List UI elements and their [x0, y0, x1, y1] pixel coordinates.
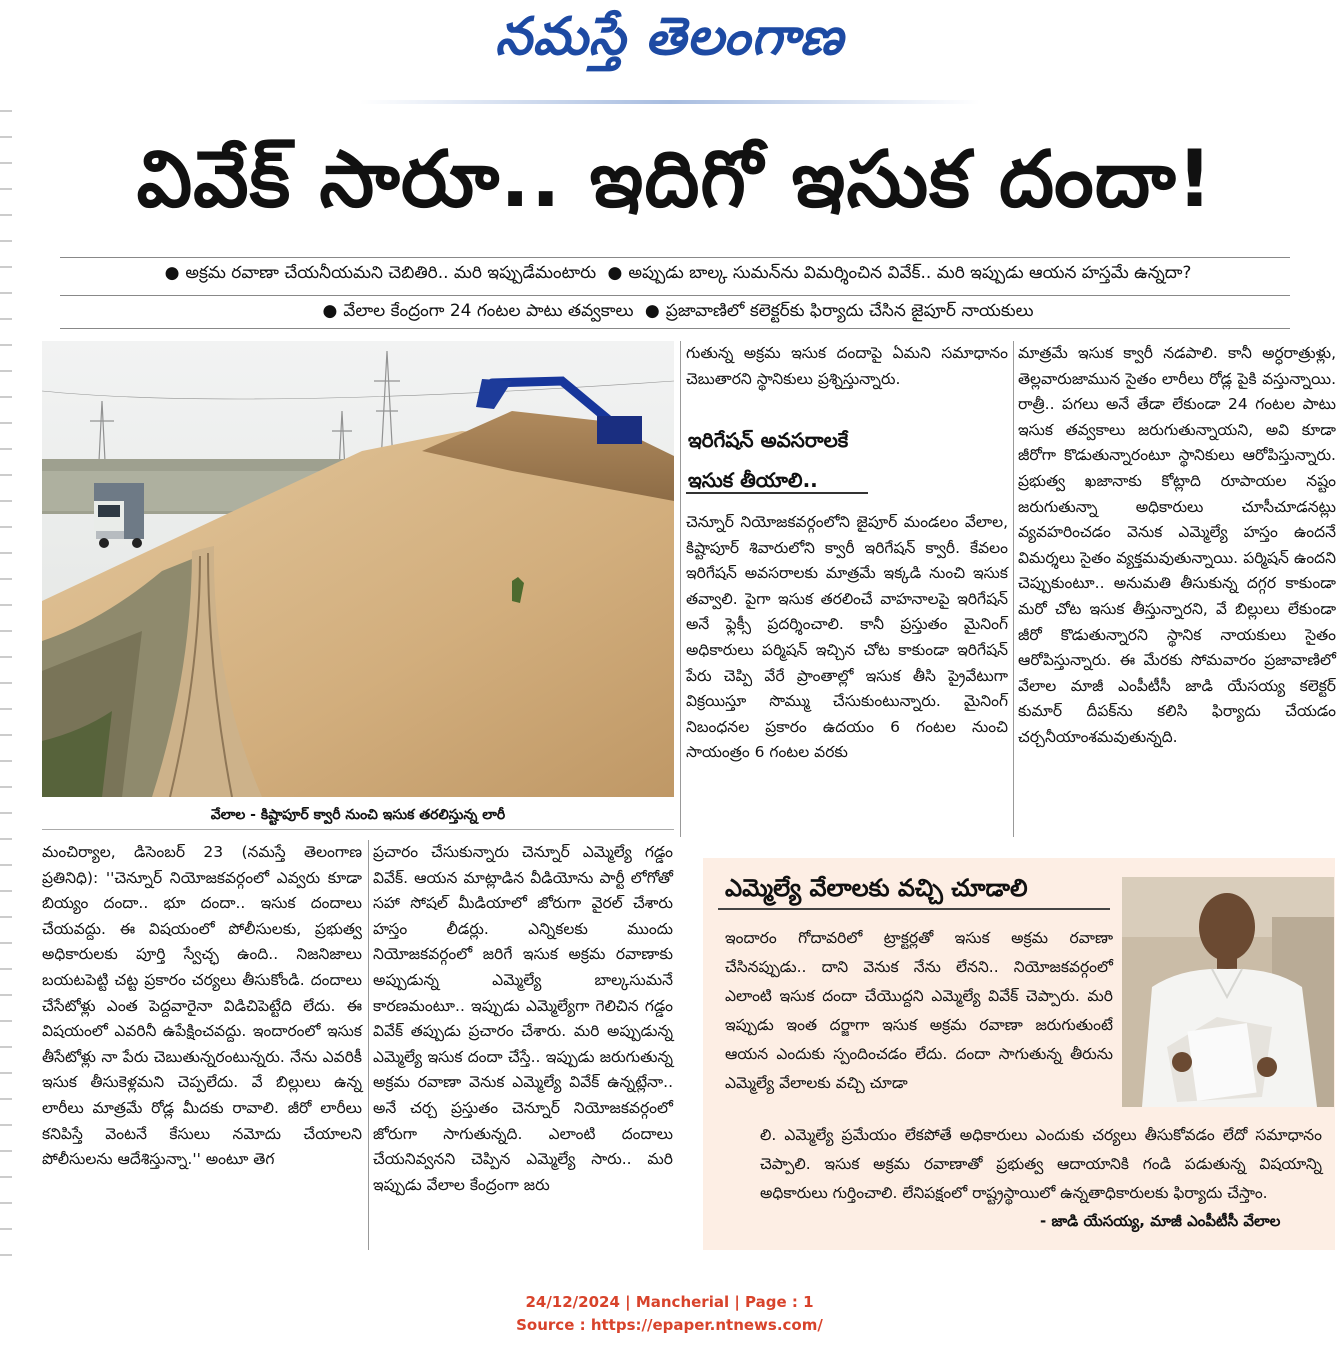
article-paragraph: గుతున్న అక్రమ ఇసుక దందాపై ఏమని సమాధానం చెబుతారని స్థానికులు ప్రశ్నిస్తున్నారు.: [686, 344, 1008, 388]
quote-paragraph: లి. ఎమ్మెల్యే ప్రమేయం లేకపోతే అధికారులు ఎందుకు చర్యలు తీసుకోవడం లేదో సమాధానం చెప్పాలి. ఇసుక అక్రమ రవాణాతో ప్రభుత్వ ఆదాయానికి గండి పడుతున్న విషయాన్ని అధికారులు గుర్తించాలి. లేనిపక్షంలో రాష్ట్రస్థాయిలో ఉన్నతాధికారులకు ఫిర్యాదు చేస్తాం.: [760, 1126, 1322, 1202]
deck-item: ప్రజావాణిలో కలెక్టర్‌కు ఫిర్యాదు చేసిన జైపూర్ నాయకులు: [665, 301, 1034, 321]
quote-box-title: ఎమ్మెల్యే వేలాలకు వచ్చి చూడాలి: [725, 874, 1028, 902]
subheading: [688, 420, 868, 500]
quote-box-text-lower: [760, 1121, 1322, 1208]
bullet-icon: ●: [164, 263, 180, 283]
quote-paragraph: ఇందారం గోదావరిలో ట్రాక్టర్లతో ఇసుక అక్రమ రవాణా చేసినప్పుడు.. దాని వెనుక నేను లేనని.. నియోజకవర్గంలో ఎలాంటి ఇసుక దందా చేయొద్దని ఎమ్మెల్యే వివేక్ చెప్పారు. మరి ఇప్పుడు ఇంత దర్జాగా ఇసుక అక్రమ రవాణా జరుగుతుంటే ఆయన ఎందుకు స్పందించడం లేదు. దందా సాగుతున్న తీరును ఎమ్మెల్యే వేలాలకు వచ్చి చూడా: [725, 929, 1113, 1092]
bullet-icon: ●: [607, 263, 623, 283]
news-photo-sand-quarry: [42, 341, 674, 797]
subheading-underline: [686, 492, 868, 494]
bullet-icon: ●: [644, 301, 660, 321]
deck-item: అక్రమ రవాణా చేయనీయమని చెబితిరి.. మరి ఇప్పుడేమంటారు: [185, 263, 597, 283]
deck-line-1: [60, 257, 1290, 288]
article-paragraph: చెన్నూర్ నియోజకవర్గంలోని జైపూర్ మండలం వేలాల, కిష్టాపూర్ శివారులోని క్వారీ ఇరిగేషన్ క్వారీ. కేవలం ఇరిగేషన్ అవసరాలకు మాత్రమే ఇక్కడి నుంచి ఇసుక తవ్వాలి. పైగా ఇసుక తరలించే వాహనాలపై ఇరిగేషన్ అనే ఫ్లెక్సీ ప్రదర్శించాలి. కానీ ప్రస్తుతం మైనింగ్ అధికారులు పర్మిషన్ ఇచ్చిన చోట కాకుండా ఇరిగేషన్ పేరు చెప్పి వేరే ప్రాంతాల్లో ఇసుక తీసి ప్రైవేటుగా విక్రయిస్తూ సొమ్ము చేసుకుంటున్నారు. మైనింగ్ నిబంధనల ప్రకారం ఉదయం 6 గంటల నుంచి సాయంత్రం 6 గంటల వరకు: [686, 513, 1008, 762]
footer-source-link[interactable]: Source : https://epaper.ntnews.com/: [516, 1316, 823, 1334]
deck-line-2: [60, 295, 1290, 329]
quote-box-text-upper: [725, 924, 1113, 1098]
subheading-line: ఇరిగేషన్ అవసరాలకే: [688, 428, 849, 452]
article-paragraph: మాత్రమే ఇసుక క్వారీ నడపాలి. కానీ అర్ధరాత్రుళ్లు, తెల్లవారుజామున సైతం లారీలు రోడ్ల పైకి వస్తున్నాయి. రాత్రీ.. పగలు అనే తేడా లేకుండా 24 గంటల పాటు ఇసుక తవ్వకాలు జరుగుతున్నాయని, అవి కూడా జీరోగా కొడుతున్నారంటూ స్థానికులు ఆరోపిస్తున్నారు. ప్రభుత్వ ఖజానాకు కోట్లాది రూపాయల నష్టం జరుగుతున్నా అధికారులు చూసీచూడనట్లు వ్యవహరించడం వెనుక ఎమ్మెల్యే హస్తం ఉందనే విమర్శలు సైతం వ్యక్తమవుతున్నాయి. పర్మిషన్ ఉందని చెప్పుకుంటూ.. అనుమతి తీసుకున్న దగ్గర కాకుండా మరో చోట ఇసుక తీస్తున్నారని, వే బిల్లులు లేకుండా జీరో కొడుతున్నారని స్థానిక నాయకులు సైతం ఆరోపిస్తున్నారు. ఈ మేరకు సోమవారం ప్రజావాణిలో వేలాల మాజీ ఎంపీటీసీ జాడి యేసయ్య కలెక్టర్ కుమార్ దీపక్‌ను కలిసి ఫిర్యాదు చేయడం చర్చనీయాంశమవుతున్నది.: [1018, 344, 1336, 746]
column-divider: [1013, 341, 1014, 837]
photo-caption: వేలాల - కిష్టాపూర్ క్వారీ నుంచి ఇసుక తరలిస్తున్న లారీ: [42, 801, 674, 830]
quote-signature: - జాడి యేసయ్య, మాజీ ఎంపీటీసీ వేలాల: [1040, 1212, 1281, 1230]
portrait-photo: [1122, 877, 1334, 1107]
bullet-icon: ●: [322, 301, 338, 321]
column-divider: [680, 341, 681, 837]
article-column-4: [1018, 341, 1336, 751]
article-column-2: [373, 840, 673, 1198]
article-paragraph: ప్రచారం చేసుకున్నారు చెన్నూర్ ఎమ్మెల్యే గడ్డం వివేక్. ఆయన మాట్లాడిన వీడియోను పార్టీ లోగోతో సహా సోషల్ మీడియాలో జోరుగా వైరల్ చేశారు హస్తం లీడర్లు. ఎన్నికలకు ముందు నియోజకవర్గంలో జరిగే ఇసుక అక్రమ రవాణాకు అప్పుడున్న ఎమ్మెల్యే బాల్కసుమనే కారణమంటూ.. ఇప్పుడు ఎమ్మెల్యేగా గెలిచిన గడ్డం వివేక్ తప్పుడు ప్రచారం చేశారు. మరి అప్పుడున్న ఎమ్మెల్యే ఇసుక దందా చేస్తే.. ఇప్పుడు జరుగుతున్న అక్రమ రవాణా వెనుక ఎమ్మెల్యే వివేక్ ఉన్నట్లేనా.. అనే చర్చ ప్రస్తుతం చెన్నూర్ నియోజకవర్గంలో జోరుగా సాగుతున్నది. ఎలాంటి దందాలు చేయనివ్వనని చెప్పిన ఎమ్మెల్యే సారు.. మరి ఇప్పుడు వేలాల కేంద్రంగా జరు: [373, 843, 673, 1194]
footer-date-edition: 24/12/2024 | Mancherial | Page : 1: [525, 1293, 814, 1311]
article-column-1: [42, 840, 362, 1173]
page-edge: [0, 110, 12, 1280]
deck-item: అప్పుడు బాల్క సుమన్‌ను విమర్శించిన వివేక్.. మరి ఇప్పుడు ఆయన హస్తమే ఉన్నదా?: [628, 263, 1192, 283]
quote-box-title-underline: [718, 908, 1110, 910]
article-column-3-top: [686, 341, 1008, 392]
deck-item: వేలాల కేంద్రంగా 24 గంటల పాటు తవ్వకాలు: [343, 301, 634, 321]
headline: వివేక్ సారూ.. ఇదిగో ఇసుక దందా!: [136, 135, 1214, 225]
column-divider: [368, 840, 369, 1250]
article-paragraph: మంచిర్యాల, డిసెంబర్ 23 (నమస్తే తెలంగాణ ప్రతినిధి): ''చెన్నూర్ నియోజకవర్గంలో ఎవ్వరు కూడా బియ్యం దందా.. భూ దందా.. ఇసుక దందాలు చేయవద్దు. ఈ విషయంలో పోలీసులకు, ప్రభుత్వ అధికారులకు పూర్తి స్వేచ్ఛ ఉంది.. నిజనిజాలు బయటపెట్టి చట్ట ప్రకారం చర్యలు తీసుకోండి. దందాలు చేసేటోళ్లు ఎంత పెద్దవారైనా విడిచిపెట్టేది లేదు. ఈ విషయంలో ఎవరినీ ఉపేక్షించవద్దు. ఇందారంలో ఇసుక తీసేటోళ్లు నా పేరు చెబుతున్నరంటున్నరు. నేను ఎవరికీ ఇసుక తీసుకెళ్లమని చెప్పలేదు. వే బిల్లులు ఉన్న లారీలు మాత్రమే రోడ్ల మీదకు రావాలి. జీరో లారీలు కనిపిస్తే వెంటనే కేసులు నమోదు చేయాలని పోలీసులను ఆదేశిస్తున్నా.'' అంటూ తెగ: [42, 843, 362, 1169]
masthead-logo: నమస్తే తెలంగాణ: [495, 6, 844, 67]
masthead-divider: [360, 100, 980, 104]
subheading-line: ఇసుక తీయాలి..: [688, 468, 818, 492]
article-column-3-bottom: [686, 510, 1008, 766]
